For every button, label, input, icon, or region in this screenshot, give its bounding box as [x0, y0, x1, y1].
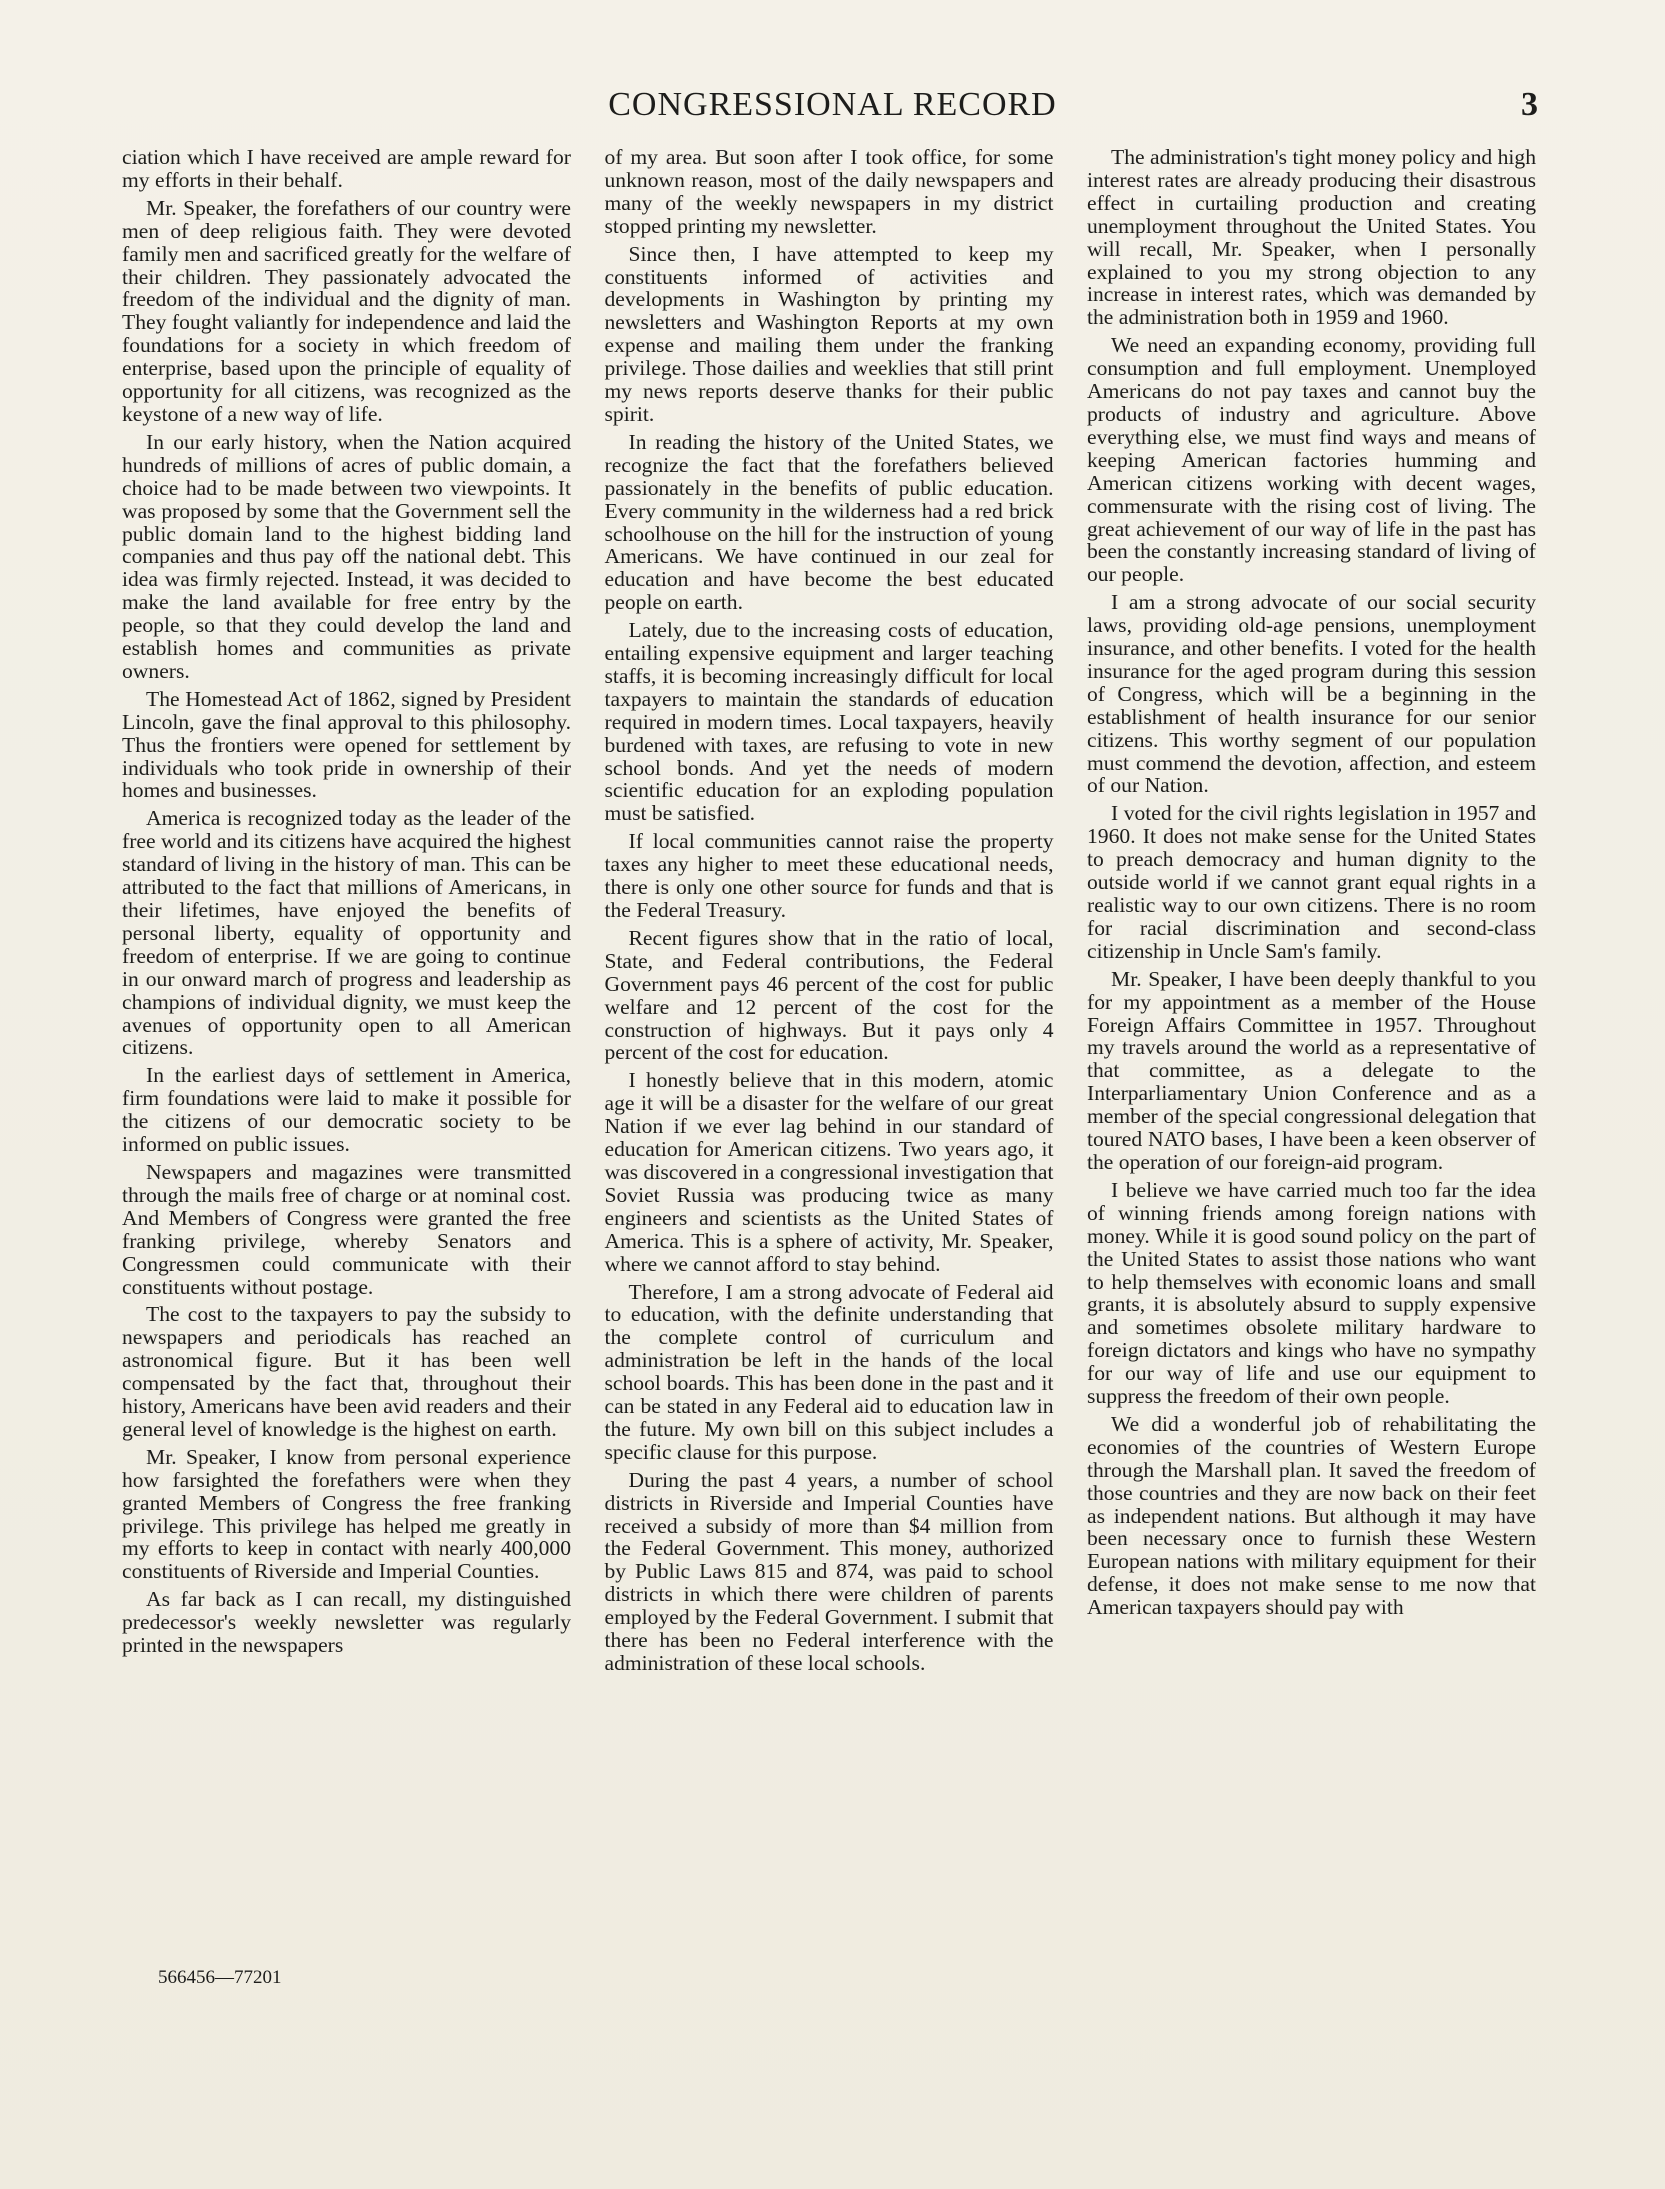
paragraph: The cost to the taxpayers to pay the subsidy to newspapers and periodicals has reached an astronomical figure. But it has been well compensated by the fact that, throughout their history, Americans have been avid readers and their general level of knowledge is the highest on earth. [122, 1302, 571, 1441]
paragraph: I believe we have carried much too far the idea of winning friends among foreign nations with money. While it is good sound policy on the part of the United States to assist those nations who want to help themselves with economic loans and small grants, it is absolutely absurd to supply expensive and sometimes obsolete military hardware to foreign dictators and kings who have no sympathy for our way of life and use our equipment to suppress the freedom of their own people. [1087, 1177, 1536, 1409]
paragraph: Therefore, I am a strong advocate of Federal aid to education, with the definite understanding that the complete control of curriculum and administration be left in the hands of the local school boards. This has been done in the past and it can be stated in any Federal aid to education law in the future. My own bill on this subject includes a specific clause for this purpose. [604, 1279, 1054, 1464]
paragraph: I voted for the civil rights legislation in 1957 and 1960. It does not make sense for the United States to preach democracy and human dignity to the outside world if we cannot grant equal rights in a realistic way to our own citizens. There is no room for racial discrimination and second-class citizenship in Uncle Sam's family. [1087, 801, 1536, 963]
paragraph: In reading the history of the United States, we recognize the fact that the forefathers believed passionately in the benefits of public education. Every community in the wilderness had a red brick schoolhouse on the hill for the instruction of young Americans. We have continued in our zeal for education and have become the best educated people on earth. [604, 429, 1054, 615]
paragraph: In the earliest days of settlement in America, firm foundations were laid to make it possible for the citizens of our democratic society to be informed on public issues. [122, 1063, 571, 1157]
paragraph: Mr. Speaker, the forefathers of our country were men of deep religious faith. They were devoted family men and sacrificed greatly for the welfare of their children. They passionately advocated the freedom of the individual and the dignity of man. They fought valiantly for independence and laid the foundations for a society in which freedom of enterprise, based upon the principle of equality of opportunity for all citizens, was recognized as the keystone of a new way of life. [122, 195, 571, 426]
paragraph: The Homestead Act of 1862, signed by President Lincoln, gave the final approval to this philosophy. Thus the frontiers were opened for settlement by individuals who took pride in ownership of their homes and businesses. [122, 686, 571, 803]
paragraph: Newspapers and magazines were transmitted through the mails free of charge or at nominal cost. And Members of Congress were granted the free franking privilege, whereby Senators and Congressmen could communicate with their constituents without postage. [122, 1159, 571, 1299]
print-job-code: 566456—77201 [158, 1967, 282, 1988]
column-left [122, 146, 571, 1966]
paragraph: of my area. But soon after I took office, for some unknown reason, most of the daily newspapers and many of the weekly newspapers in my district stopped printing my newsletter. [604, 146, 1054, 238]
paragraph: We did a wonderful job of rehabilitating the economies of the countries of Western Europe through the Marshall plan. It saved the freedom of those countries and they are now back on their feet as independent nations. But although it may have been necessary once to furnish these Western European nations with military equipment for their defense, it does not make sense to me now that American taxpayers should pay with [1087, 1411, 1536, 1620]
paragraph: Since then, I have attempted to keep my constituents informed of activities and developments in Washington by printing my newsletters and Washington Reports at my own expense and mailing them under the franking privilege. Those dailies and weeklies that still print my news reports deserve thanks for their public spirit. [604, 241, 1054, 426]
page-header [0, 86, 1665, 126]
paragraph: Recent figures show that in the ratio of local, State, and Federal contributions, the Federal Government pays 46 percent of the cost for public welfare and 12 percent of the cost for the construction of highways. But it pays only 4 percent of the cost for education. [604, 925, 1054, 1065]
paragraph: Mr. Speaker, I know from personal experience how farsighted the forefathers were when they granted Members of Congress the free franking privilege. This privilege has helped me greatly in my efforts to keep in contact with nearly 400,000 constituents of Riverside and Imperial Counties. [122, 1444, 571, 1584]
paragraph: If local communities cannot raise the property taxes any higher to meet these educational needs, there is only one other source for funds and that is the Federal Treasury. [604, 829, 1054, 922]
paragraph: I am a strong advocate of our social security laws, providing old-age pensions, unemployment insurance, and other benefits. I voted for the health insurance for the aged program during this session of Congress, which will be a beginning in the establishment of health insurance for our senior citizens. This worthy segment of our population must commend the devotion, affection, and esteem of our Nation. [1087, 590, 1536, 798]
paragraph: ciation which I have received are ample reward for my efforts in their behalf. [122, 146, 571, 192]
paragraph: In our early history, when the Nation acquired hundreds of millions of acres of public domain, a choice had to be made between two viewpoints. It was proposed by some that the Government sell the public domain land to the highest bidding land companies and thus pay off the national debt. This idea was firmly rejected. Instead, it was decided to make the land available for free entry by the people, so that they could develop the land and establish homes and communities as private owners. [122, 429, 571, 683]
text-columns [122, 146, 1536, 1966]
paragraph: Lately, due to the increasing costs of education, entailing expensive equipment and larger teaching staffs, it is becoming increasingly difficult for local taxpayers to maintain the standards of education required in modern times. Local taxpayers, heavily burdened with taxes, are refusing to vote in new school bonds. And yet the needs of modern scientific education for an exploding population must be satisfied. [604, 618, 1054, 826]
paragraph: During the past 4 years, a number of school districts in Riverside and Imperial Counties have received a subsidy of more than $4 million from the Federal Government. This money, authorized by Public Laws 815 and 874, was paid to school districts in which there were children of parents employed by the Federal Government. I submit that there has been no Federal interference with the administration of these local schools. [604, 1467, 1054, 1675]
paragraph: As far back as I can recall, my distinguished predecessor's weekly newsletter was regularly printed in the newspapers [122, 1587, 571, 1658]
paragraph: Mr. Speaker, I have been deeply thankful to you for my appointment as a member of the House Foreign Affairs Committee in 1957. Throughout my travels around the world as a representative of that committee, as a delegate to the Interparliamentary Union Conference and as a member of the special congressional delegation that toured NATO bases, I have been a keen observer of the operation of our foreign-aid program. [1087, 966, 1536, 1174]
paragraph: The administration's tight money policy and high interest rates are already producing their disastrous effect in curtailing production and creating unemployment throughout the United States. You will recall, Mr. Speaker, when I personally explained to you my strong objection to any increase in interest rates, which was demanded by the administration both in 1959 and 1960. [1087, 146, 1536, 330]
column-right [1087, 146, 1536, 1966]
paragraph: America is recognized today as the leader of the free world and its citizens have acquired the highest standard of living in the history of man. This can be attributed to the fact that millions of Americans, in their lifetimes, have enjoyed the benefits of personal liberty, equality of opportunity and freedom of enterprise. If we are going to continue in our onward march of progress and leadership as champions of individual dignity, we must keep the avenues of opportunity open to all American citizens. [122, 806, 571, 1060]
paragraph: I honestly believe that in this modern, atomic age it will be a disaster for the welfare of our great Nation if we ever lag behind in our standard of education for American citizens. Two years ago, it was discovered in a congressional investigation that Soviet Russia was producing twice as many engineers and scientists as the United States of America. This is a sphere of activity, Mr. Speaker, where we cannot afford to stay behind. [604, 1068, 1054, 1276]
publication-title: CONGRESSIONAL RECORD [608, 86, 1057, 123]
paragraph: We need an expanding economy, providing full consumption and full employment. Unemployed Americans do not pay taxes and cannot buy the products of industry and agriculture. Above everything else, we must find ways and means of keeping American factories humming and American citizens working with decent wages, commensurate with the rising cost of living. The great achievement of our way of life in the past has been the constantly increasing standard of living of our people. [1087, 333, 1536, 587]
page-number: 3 [1521, 86, 1538, 123]
column-middle [605, 146, 1054, 1966]
